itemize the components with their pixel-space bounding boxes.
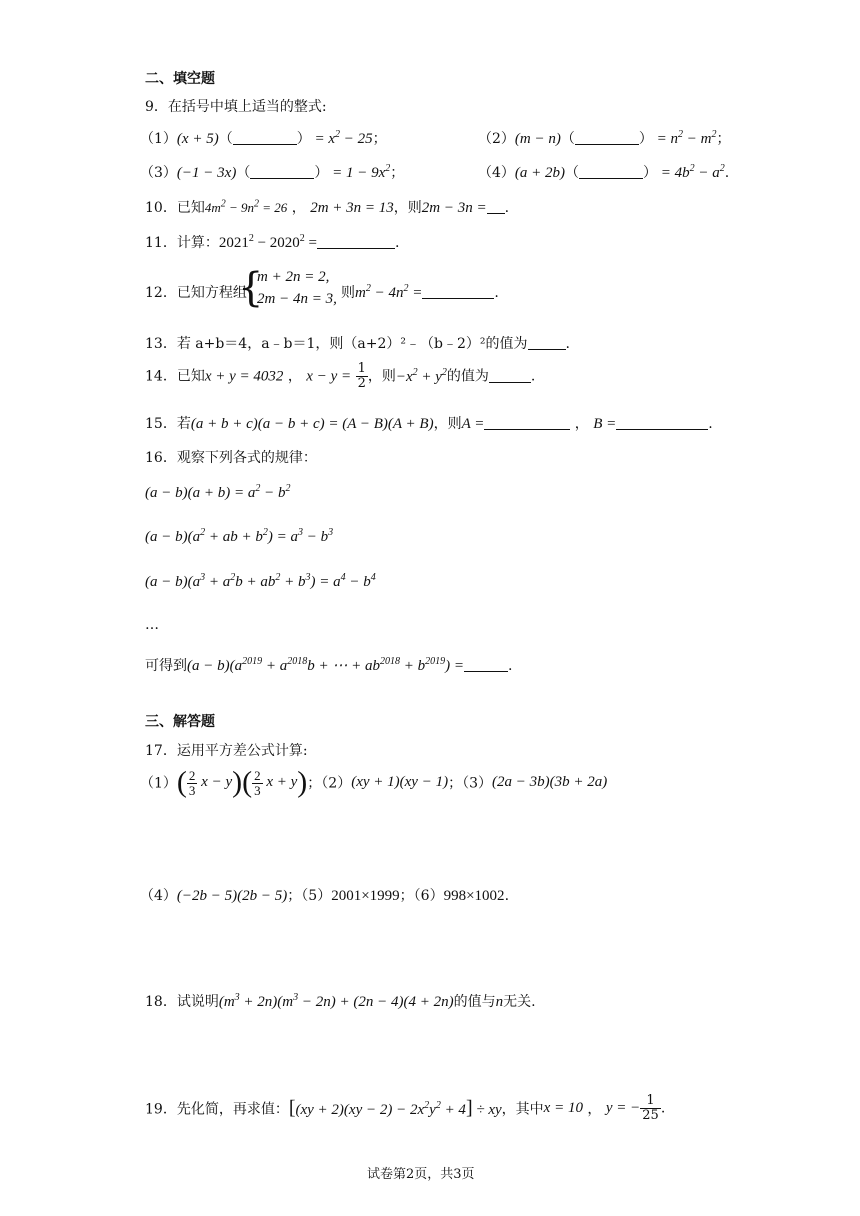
answer-blank[interactable] — [317, 234, 395, 249]
question-16-conclusion: 可得到$(a - b)(a^{2019} + a^{2018}b$ + ⋯ + $ab^{2018} + b^{2019}$) = . — [145, 656, 513, 674]
answer-blank[interactable] — [575, 130, 639, 145]
answer-blank[interactable] — [233, 130, 297, 145]
question-17-stem: 17．运用平方差公式计算: — [145, 743, 308, 759]
question-16-stem: 16．观察下列各式的规律： — [145, 450, 317, 466]
question-14: 14．已知x + y = 4032 ， x − y = $\frac{1}{2}$ ，则$-x^2 + y^2$的值为 . — [145, 361, 536, 391]
section-heading-fill: 二、填空题 — [145, 71, 215, 87]
page-footer: 试卷第2页，共3页 — [367, 1167, 475, 1182]
answer-blank[interactable] — [250, 164, 314, 179]
pattern-line-3: $(a - b)(a^3 + a^2b + ab^2 + b^3) = a^4 - b^4$ — [145, 572, 376, 590]
question-19: 19．先化简，再求值：$[(xy + 2)(xy - 2) - 2x^2y^2 + 4]$ ÷ xy，其中x = 10 ， y = − $\frac{1}{25}$ . — [145, 1093, 666, 1123]
pattern-ellipsis: … — [145, 617, 159, 633]
question-15: 15．若(a + b + c)(a − b + c) = (A − B)(A + B)，则A = ， B = . — [145, 416, 713, 432]
section-heading-solve: 三、解答题 — [145, 714, 215, 730]
question-17-row-2: （4）(−2b − 5)(2b − 5)；（5）2001×1999；（6）998×1002. — [140, 888, 510, 904]
question-9-part-3: （3）(−1 − 3x)（ ） = $1 - 9x^2$； — [140, 163, 405, 181]
question-9-stem: 9．在括号中填上适当的整式: — [145, 99, 327, 115]
answer-blank[interactable] — [616, 415, 708, 430]
pattern-line-1: $(a - b)(a + b) = a^2 - b^2$ — [145, 483, 291, 501]
question-17-row-1: （1）( $\frac{2}{3}$ x − y)( $\frac{2}{3}$ x + y)；（2）(xy + 1)(xy − 1)；（3）(2a − 3b)(3b + 2a) — [140, 766, 608, 799]
answer-blank[interactable] — [487, 199, 505, 214]
answer-blank[interactable] — [489, 368, 531, 383]
question-9-part-4: （4）(a + 2b)（ ） = $4b^2 - a^2$. — [478, 163, 730, 181]
question-18: 18．试说明$(m^3 + 2n)(m^3 - 2n) + (2n - 4)(4 + 2n)$的值与n无关. — [145, 992, 536, 1010]
question-9-part-1: （1）(x + 5)（ ） = $x^2 - 25$； — [140, 129, 387, 147]
question-11: 11．计算：$2021^2 - 2020^2$ = . — [145, 233, 400, 251]
answer-blank[interactable] — [528, 335, 566, 350]
answer-blank[interactable] — [464, 657, 508, 672]
question-10: 10．已知$4m^2 - 9n^2 = 26$ ， 2m + 3n = 13，则2m − 3n = . — [145, 198, 510, 216]
answer-blank[interactable] — [422, 284, 494, 299]
question-13: 13．若 a+b＝4，a﹣b＝1，则（a+2）²﹣（b﹣2）²的值为 . — [145, 336, 570, 352]
pattern-line-2: $(a - b)(a^2$ + ab + $b^2) = a^3 - b^3$ — [145, 527, 334, 545]
answer-blank[interactable] — [484, 415, 570, 430]
question-9-part-2: （2）(m − n)（ ） = $n^2 - m^2$； — [478, 129, 731, 147]
answer-blank[interactable] — [579, 164, 643, 179]
